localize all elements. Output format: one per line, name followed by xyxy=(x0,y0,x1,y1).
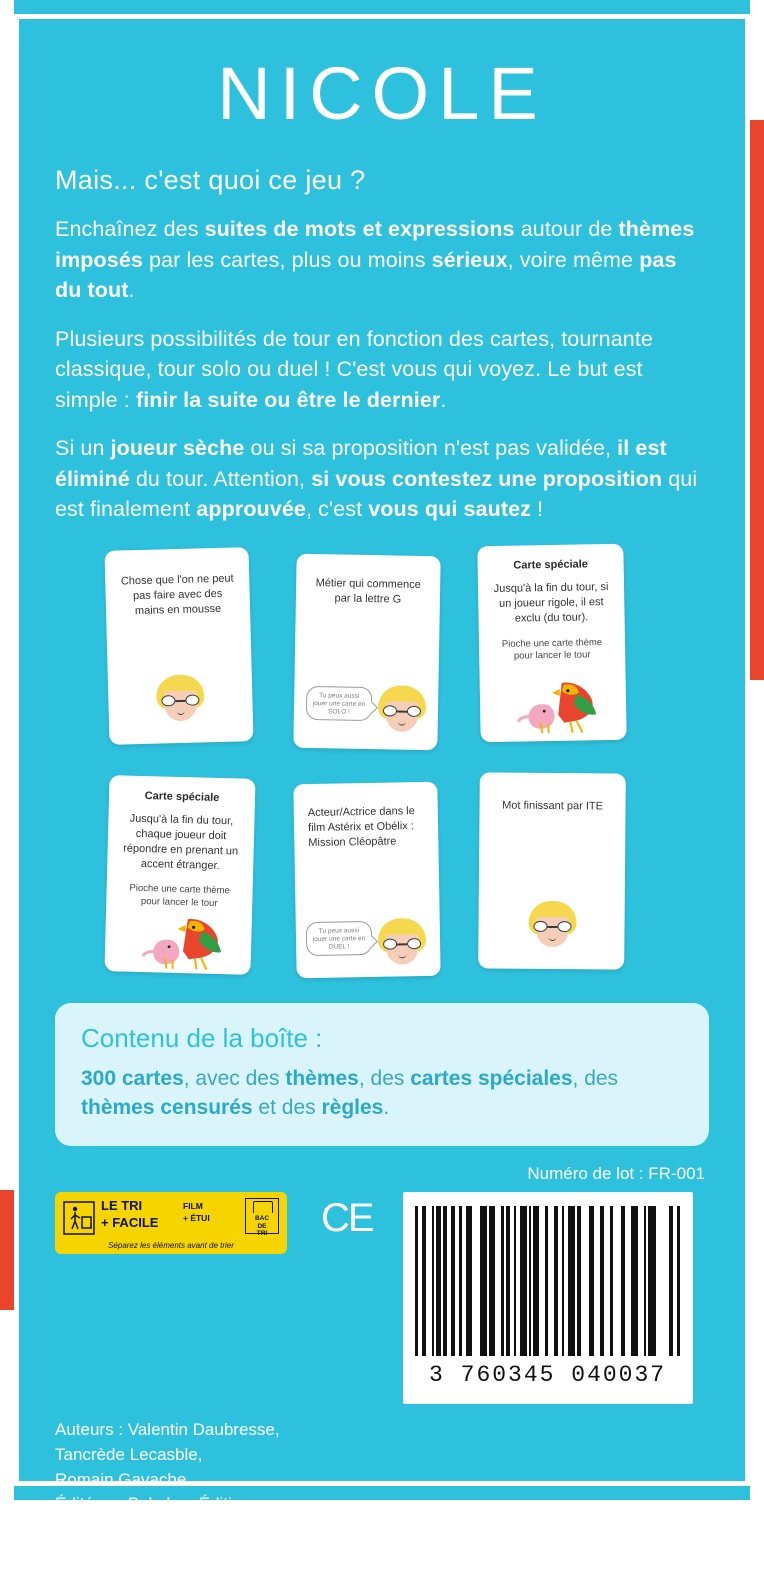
credits-line: Auteurs : Valentin Daubresse, xyxy=(55,1420,280,1440)
card-theme-asterix xyxy=(293,781,440,977)
speech-bubble: Tu peux aussi jouer une carte en DUEL ! xyxy=(306,921,373,956)
contents-sep: , avec des xyxy=(183,1066,286,1090)
contents-censored: thèmes censurés xyxy=(81,1096,253,1120)
card-speciale-rigole xyxy=(477,543,626,742)
edge-left-white-top xyxy=(0,0,14,1190)
tri-film-line2: + ÉTUI xyxy=(183,1213,210,1224)
bac-line1: BAC xyxy=(254,1215,270,1223)
tri-line2: + FACILE xyxy=(101,1214,159,1230)
bac-line2: DE xyxy=(257,1222,267,1230)
tri-film-line1: FILM xyxy=(183,1201,203,1212)
edge-right-red xyxy=(750,120,764,680)
contents-rules: règles xyxy=(321,1096,384,1120)
footer-row xyxy=(55,1192,709,1404)
card-title: Carte spéciale xyxy=(144,789,220,804)
credits-line: Romain Gavache xyxy=(55,1469,187,1489)
recycling-label xyxy=(55,1192,287,1254)
box-content xyxy=(19,19,745,1579)
section-subtitle: Mais... c'est quoi ce jeu ? xyxy=(55,165,366,195)
game-title: NICOLE xyxy=(217,52,547,135)
rules-paragraph-2: Plusieurs possibilités de tour en fonction des cartes, tournante classique, tour solo ou duel ! C'est vous qui voyez. Le but est simple : finir la suite ou être le dernier. xyxy=(55,326,653,412)
contents-special: cartes spéciales xyxy=(410,1066,573,1090)
credits-line: 85330 Noirmoutier xyxy=(55,1518,195,1538)
lot-number: Numéro de lot : FR-001 xyxy=(527,1164,705,1184)
contents-period: . xyxy=(383,1096,390,1120)
tri-note: Séparez les éléments avant de trier xyxy=(108,1241,234,1251)
barcode-number: 3 760345 040037 xyxy=(429,1362,667,1389)
contents-sep: , des xyxy=(358,1066,411,1090)
edge-right-white-bottom xyxy=(750,680,764,1500)
credits-line: Tancrède Lecasble, xyxy=(55,1445,203,1465)
credits-line: Édité par Bakakou Éditions xyxy=(55,1494,260,1514)
contents-themes: thèmes xyxy=(285,1066,359,1090)
nicole-icon xyxy=(376,918,429,971)
card-subtext: Pioche une carte thème pour lancer le tour xyxy=(129,882,230,909)
parrot-icon xyxy=(126,909,224,973)
card-theme-mousse xyxy=(104,547,253,745)
card-text: Jusqu'à la fin du tour, si un joueur rigole, il est exclu (du tour). xyxy=(493,580,609,624)
tri-film-text xyxy=(183,1201,210,1225)
card-text: Métier qui commence par la lettre G xyxy=(315,576,421,606)
bin-icon xyxy=(245,1198,279,1238)
contents-count: 300 cartes xyxy=(81,1066,184,1090)
barcode xyxy=(403,1192,693,1404)
nicole-icon xyxy=(526,900,578,952)
edge-left-white-bottom xyxy=(0,1310,14,1500)
tri-line1: LE TRI xyxy=(101,1198,143,1214)
credits xyxy=(55,1418,709,1582)
card-text: Jusqu'à la fin du tour, chaque joueur doit répondre en prenant un accent étranger. xyxy=(123,812,239,872)
rules-paragraph-1: Enchaînez des suites de mots et expressions autour de thèmes imposés par les cartes, plus ou moins sérieux, voire même pas du tout. xyxy=(55,217,695,303)
card-title: Carte spéciale xyxy=(513,558,589,572)
contents-text xyxy=(81,1064,683,1123)
tri-main-text xyxy=(101,1198,158,1231)
bac-line3: TRI xyxy=(256,1230,268,1238)
card-text: Acteur/Actrice dans le film Astérix et Obélix : Mission Cléopâtre xyxy=(307,804,415,849)
recycle-person-icon xyxy=(63,1201,95,1235)
nicole-icon xyxy=(154,674,207,727)
ce-mark: CE xyxy=(321,1196,373,1241)
card-theme-ite xyxy=(478,772,626,969)
contents-sep: et des xyxy=(252,1096,322,1120)
edge-left-red xyxy=(0,1190,14,1310)
rules-paragraph-3: Si un joueur sèche ou si sa proposition n'est pas validée, il est éliminé du tour. Attention, si vous contestez une proposition qui est finalement approuvée, c'est vous qui sautez ! xyxy=(55,436,698,522)
card-theme-metier-g xyxy=(293,553,440,749)
nicole-icon xyxy=(376,685,429,738)
speech-bubble: Tu peux aussi jouer une carte en SOLO ! xyxy=(306,686,373,721)
edge-right-white-top xyxy=(750,0,764,120)
card-subtext: Pioche une carte thème pour lancer le tour xyxy=(501,636,603,662)
parrot-icon xyxy=(502,674,599,738)
card-text: Chose que l'on ne peut pas faire avec des mains en mousse xyxy=(120,572,234,617)
barcode-bars xyxy=(415,1206,681,1356)
contents-sep: , des xyxy=(572,1066,619,1090)
card-text: Mot finissant par ITE xyxy=(502,799,604,813)
cards-showcase xyxy=(55,545,709,985)
contents-heading: Contenu de la boîte : xyxy=(81,1022,323,1053)
box-contents-panel xyxy=(55,1003,709,1147)
made-in: Fabriqué en France xyxy=(55,1559,204,1579)
card-speciale-accent xyxy=(104,775,255,975)
